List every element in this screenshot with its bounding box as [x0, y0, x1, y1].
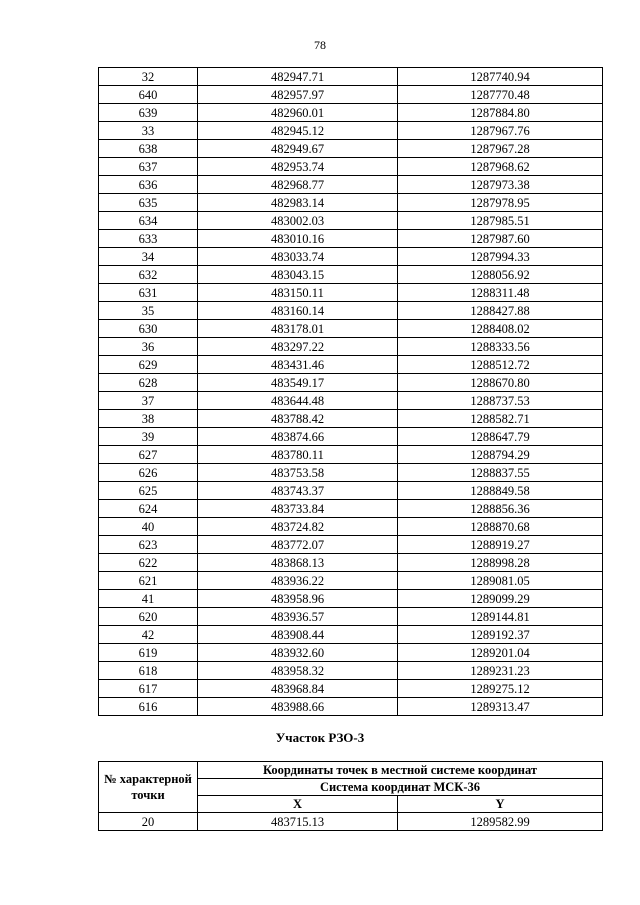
point-number-cell: 42	[99, 626, 198, 644]
table-row	[99, 140, 603, 158]
y-coordinate-cell: 1288647.79	[398, 428, 603, 446]
y-coordinate-cell: 1287973.38	[398, 176, 603, 194]
y-coordinate-cell: 1288794.29	[398, 446, 603, 464]
y-coordinate-cell: 1289144.81	[398, 608, 603, 626]
point-number-cell: 38	[99, 410, 198, 428]
x-coordinate-cell: 482945.12	[198, 122, 398, 140]
y-coordinate-cell: 1287994.33	[398, 248, 603, 266]
y-coordinate-cell: 1288512.72	[398, 356, 603, 374]
x-coordinate-cell: 483733.84	[198, 500, 398, 518]
x-coordinate-cell: 483043.15	[198, 266, 398, 284]
page-number: 78	[314, 38, 326, 52]
table-row	[99, 122, 603, 140]
x-coordinate-cell: 483002.03	[198, 212, 398, 230]
table-row	[99, 662, 603, 680]
point-number-cell: 639	[99, 104, 198, 122]
point-number-cell: 33	[99, 122, 198, 140]
point-number-cell: 636	[99, 176, 198, 194]
table-row	[99, 158, 603, 176]
table-row	[99, 266, 603, 284]
x-coordinate-cell: 482983.14	[198, 194, 398, 212]
point-number-cell: 623	[99, 536, 198, 554]
point-number-cell: 626	[99, 464, 198, 482]
header-row	[99, 762, 603, 779]
point-number-cell: 620	[99, 608, 198, 626]
y-coordinate-cell: 1288333.56	[398, 338, 603, 356]
point-number-cell: 621	[99, 572, 198, 590]
y-coordinate-cell: 1288427.88	[398, 302, 603, 320]
table-row	[99, 248, 603, 266]
y-coordinate-cell: 1287978.95	[398, 194, 603, 212]
x-coordinate-cell: 483788.42	[198, 410, 398, 428]
x-coordinate-cell: 483936.57	[198, 608, 398, 626]
point-number-cell: 640	[99, 86, 198, 104]
section-title: Участок РЗО-3	[275, 730, 365, 745]
section-coordinates-table-body	[99, 813, 603, 831]
coordinates-header: Координаты точек в местной системе координат	[198, 762, 603, 779]
coordinates-table-body	[99, 68, 603, 716]
x-coordinate-cell: 483780.11	[198, 446, 398, 464]
y-coordinate-cell: 1289313.47	[398, 698, 603, 716]
table-row	[99, 446, 603, 464]
y-coordinate-cell: 1288582.71	[398, 410, 603, 428]
x-coordinate-cell: 483932.60	[198, 644, 398, 662]
point-number-cell: 37	[99, 392, 198, 410]
x-coordinate-cell: 483010.16	[198, 230, 398, 248]
point-number-cell: 633	[99, 230, 198, 248]
y-coordinate-cell: 1288056.92	[398, 266, 603, 284]
point-number-cell: 632	[99, 266, 198, 284]
y-coordinate-cell: 1287967.28	[398, 140, 603, 158]
x-coordinate-cell: 482947.71	[198, 68, 398, 86]
table-row	[99, 572, 603, 590]
table-row	[99, 212, 603, 230]
point-number-cell: 631	[99, 284, 198, 302]
x-coordinate-cell: 482968.77	[198, 176, 398, 194]
y-coordinate-cell: 1288856.36	[398, 500, 603, 518]
point-number-cell: 630	[99, 320, 198, 338]
x-coordinate-cell: 483908.44	[198, 626, 398, 644]
table-row	[99, 608, 603, 626]
table-row	[99, 374, 603, 392]
x-coordinate-cell: 483160.14	[198, 302, 398, 320]
point-number-cell: 625	[99, 482, 198, 500]
point-number-cell: 40	[99, 518, 198, 536]
x-coordinate-cell: 483150.11	[198, 284, 398, 302]
y-coordinate-cell: 1287987.60	[398, 230, 603, 248]
point-number-cell: 618	[99, 662, 198, 680]
point-number-cell: 624	[99, 500, 198, 518]
x-coordinate-cell: 483724.82	[198, 518, 398, 536]
table-row	[99, 392, 603, 410]
x-coordinate-cell: 483743.37	[198, 482, 398, 500]
table-row	[99, 644, 603, 662]
y-coordinate-cell: 1289201.04	[398, 644, 603, 662]
table-row	[99, 176, 603, 194]
x-coordinate-cell: 482953.74	[198, 158, 398, 176]
point-number-cell: 32	[99, 68, 198, 86]
x-coordinate-cell: 483868.13	[198, 554, 398, 572]
table-row	[99, 230, 603, 248]
point-number-cell: 635	[99, 194, 198, 212]
point-number-cell: 622	[99, 554, 198, 572]
y-coordinate-cell: 1287740.94	[398, 68, 603, 86]
table-row	[99, 500, 603, 518]
x-coordinate-cell: 482960.01	[198, 104, 398, 122]
table-row	[99, 698, 603, 716]
y-coordinate-cell: 1288998.28	[398, 554, 603, 572]
point-number-cell: 41	[99, 590, 198, 608]
table-row	[99, 194, 603, 212]
y-coordinate-cell: 1288919.27	[398, 536, 603, 554]
y-coordinate-cell: 1288837.55	[398, 464, 603, 482]
y-coordinate-cell: 1288870.68	[398, 518, 603, 536]
table-row	[99, 104, 603, 122]
x-coordinate-cell: 482957.97	[198, 86, 398, 104]
table-row	[99, 590, 603, 608]
point-number-cell: 35	[99, 302, 198, 320]
table-row	[99, 813, 603, 831]
point-number-cell: 629	[99, 356, 198, 374]
table-row	[99, 338, 603, 356]
table-row	[99, 626, 603, 644]
table-row	[99, 356, 603, 374]
y-coordinate-cell: 1287985.51	[398, 212, 603, 230]
point-number-cell: 627	[99, 446, 198, 464]
table-row	[99, 518, 603, 536]
table-row	[99, 68, 603, 86]
table-row	[99, 410, 603, 428]
x-coordinate-cell: 482949.67	[198, 140, 398, 158]
table-row	[99, 86, 603, 104]
y-coordinate-cell: 1289231.23	[398, 662, 603, 680]
point-number-cell: 36	[99, 338, 198, 356]
table-row	[99, 680, 603, 698]
x-coordinate-cell: 483958.96	[198, 590, 398, 608]
point-number-cell: 617	[99, 680, 198, 698]
coordinate-system-header: Система координат МСК-36	[198, 779, 603, 796]
x-coordinate-cell: 483715.13	[198, 813, 398, 831]
x-coordinate-cell: 483297.22	[198, 338, 398, 356]
table-row	[99, 554, 603, 572]
y-coordinate-cell: 1287770.48	[398, 86, 603, 104]
x-coordinate-cell: 483988.66	[198, 698, 398, 716]
point-number-cell: 634	[99, 212, 198, 230]
x-coordinate-cell: 483549.17	[198, 374, 398, 392]
y-coordinate-cell: 1288670.80	[398, 374, 603, 392]
y-column-header: Y	[398, 796, 603, 813]
x-coordinate-cell: 483753.58	[198, 464, 398, 482]
point-number-cell: 628	[99, 374, 198, 392]
x-coordinate-cell: 483178.01	[198, 320, 398, 338]
point-number-cell: 637	[99, 158, 198, 176]
y-coordinate-cell: 1289099.29	[398, 590, 603, 608]
table-row	[99, 302, 603, 320]
table-row	[99, 320, 603, 338]
x-coordinate-cell: 483033.74	[198, 248, 398, 266]
x-coordinate-cell: 483431.46	[198, 356, 398, 374]
y-coordinate-cell: 1288408.02	[398, 320, 603, 338]
y-coordinate-cell: 1289081.05	[398, 572, 603, 590]
point-number-cell: 638	[99, 140, 198, 158]
x-coordinate-cell: 483968.84	[198, 680, 398, 698]
table-row	[99, 428, 603, 446]
table-row	[99, 464, 603, 482]
y-coordinate-cell: 1287884.80	[398, 104, 603, 122]
x-coordinate-cell: 483936.22	[198, 572, 398, 590]
x-column-header: X	[198, 796, 398, 813]
y-coordinate-cell: 1288311.48	[398, 284, 603, 302]
x-coordinate-cell: 483772.07	[198, 536, 398, 554]
point-number-header: № характерной точки	[99, 762, 198, 813]
y-coordinate-cell: 1289582.99	[398, 813, 603, 831]
y-coordinate-cell: 1288737.53	[398, 392, 603, 410]
section-coordinates-table	[98, 761, 603, 831]
y-coordinate-cell: 1287968.62	[398, 158, 603, 176]
point-number-cell: 34	[99, 248, 198, 266]
y-coordinate-cell: 1288849.58	[398, 482, 603, 500]
x-coordinate-cell: 483644.48	[198, 392, 398, 410]
y-coordinate-cell: 1289192.37	[398, 626, 603, 644]
x-coordinate-cell: 483958.32	[198, 662, 398, 680]
point-number-cell: 619	[99, 644, 198, 662]
point-number-cell: 20	[99, 813, 198, 831]
y-coordinate-cell: 1289275.12	[398, 680, 603, 698]
table-row	[99, 284, 603, 302]
point-number-cell: 39	[99, 428, 198, 446]
x-coordinate-cell: 483874.66	[198, 428, 398, 446]
table-row	[99, 482, 603, 500]
table-row	[99, 536, 603, 554]
y-coordinate-cell: 1287967.76	[398, 122, 603, 140]
coordinates-table	[98, 67, 603, 716]
point-number-cell: 616	[99, 698, 198, 716]
